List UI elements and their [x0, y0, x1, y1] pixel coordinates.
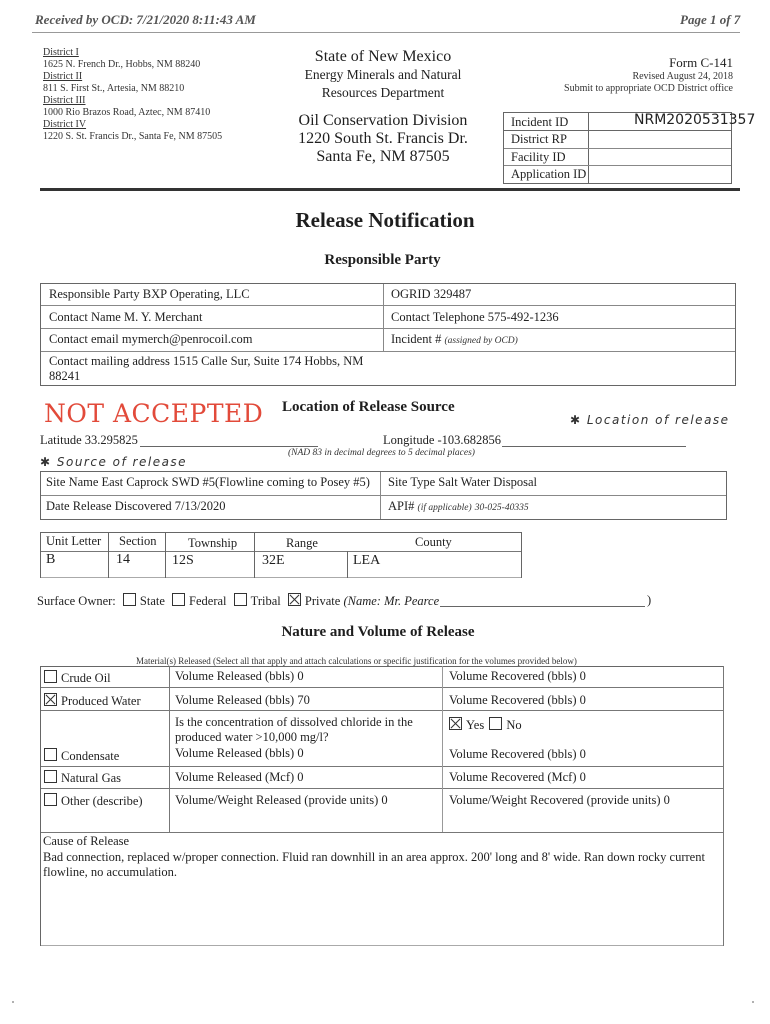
plss-header-range: Range [286, 536, 318, 550]
agency-division: Oil Conservation Division [298, 112, 468, 129]
crude-oil-checkbox[interactable] [44, 670, 57, 683]
plss-unit-letter: B [46, 552, 56, 567]
contact-email: Contact email mymerch@penrocoil.com [49, 332, 253, 346]
condensate-recovered: Volume Recovered (bbls) 0 [449, 747, 586, 761]
plss-header-township: Township [188, 536, 238, 550]
date-release-discovered: Date Release Discovered 7/13/2020 [46, 499, 226, 513]
chloride-question-1: Is the concentration of dissolved chloride in the [175, 715, 413, 729]
responsible-party-name: Responsible Party BXP Operating, LLC [49, 287, 250, 301]
crude-oil-label: Crude Oil [61, 671, 111, 685]
material-row-crude-oil [44, 670, 111, 686]
api-value: 30-025-40335 [474, 503, 529, 513]
district-4-name: District IV [43, 119, 87, 130]
federal-checkbox[interactable] [172, 593, 185, 606]
plss-section: 14 [116, 552, 130, 567]
latitude: Latitude 33.295825 [40, 433, 138, 447]
natural-gas-checkbox[interactable] [44, 770, 57, 783]
owner-name-close: ) [647, 593, 652, 607]
chloride-no-label: No [506, 718, 522, 732]
agency-city: Santa Fe, NM 87505 [316, 148, 450, 165]
application-id-label: Application ID [511, 167, 587, 181]
longitude: Longitude -103.682856 [383, 433, 502, 447]
plss-township: 12S [172, 553, 194, 568]
form-info [520, 55, 733, 95]
owner-name-value: Mr. Pearce [384, 594, 440, 608]
chloride-yes-label: Yes [466, 718, 485, 732]
condensate-label: Condensate [61, 749, 120, 763]
chloride-question-2: produced water >10,000 mg/l? [175, 730, 329, 744]
other-released: Volume/Weight Released (provide units) 0 [175, 793, 388, 807]
district-3-name: District III [43, 95, 86, 106]
private-checkbox[interactable] [288, 593, 301, 606]
district-1-addr: 1625 N. French Dr., Hobbs, NM 88240 [43, 59, 201, 70]
agency-dept-1: Energy Minerals and Natural [304, 67, 462, 82]
produced-water-label: Produced Water [61, 694, 141, 708]
longitude-underline [502, 446, 686, 447]
api-label: API# [388, 499, 415, 513]
cause-of-release-line-1: Bad connection, replaced w/proper connection. Fluid ran downhill in an area approx. 200' long and 8' wide. Ran down rocky current [43, 850, 705, 864]
scan-speck [752, 1001, 754, 1003]
plss-table [40, 532, 522, 578]
produced-water-recovered: Volume Recovered (bbls) 0 [449, 693, 586, 707]
responsible-party-table [40, 283, 736, 386]
responsible-party-heading: Responsible Party [324, 252, 441, 268]
header-rule [32, 32, 740, 33]
datum-note: (NAD 83 in decimal degrees to 5 decimal places) [288, 448, 475, 458]
incident-id-value: NRM2020531357 [634, 112, 756, 128]
site-type: Site Type Salt Water Disposal [388, 475, 538, 489]
surface-owner [37, 593, 439, 609]
plss-county: LEA [353, 553, 381, 568]
title-rule [40, 188, 740, 191]
material-row-produced-water [44, 693, 141, 709]
other-recovered: Volume/Weight Recovered (provide units) 0 [449, 793, 670, 807]
handwritten-source-note: ✱ Source of release [40, 455, 188, 469]
district-3-addr: 1000 Rio Brazos Road, Aztec, NM 87410 [43, 107, 211, 118]
condensate-checkbox[interactable] [44, 748, 57, 761]
other-checkbox[interactable] [44, 793, 57, 806]
ogrid: OGRID 329487 [391, 287, 472, 301]
natural-gas-recovered: Volume Recovered (Mcf) 0 [449, 770, 586, 784]
federal-label: Federal [189, 594, 227, 608]
tribal-checkbox[interactable] [234, 593, 247, 606]
agency-block [283, 48, 483, 166]
agency-state: State of New Mexico [314, 48, 452, 65]
contact-name: Contact Name M. Y. Merchant [49, 310, 203, 324]
site-table [40, 471, 727, 520]
produced-water-released: Volume Released (bbls) 70 [175, 693, 310, 707]
plss-header-county: County [415, 535, 452, 549]
natural-gas-released: Volume Released (Mcf) 0 [175, 770, 304, 784]
handwritten-location-note: ✱ Location of release [570, 413, 730, 427]
crude-oil-released: Volume Released (bbls) 0 [175, 669, 304, 683]
site-name: Site Name East Caprock SWD #5(Flowline coming to Posey #5) [46, 475, 370, 489]
cause-of-release-label: Cause of Release [43, 834, 130, 848]
mailing-address [49, 354, 363, 369]
agency-dept-2: Resources Department [321, 85, 445, 100]
location-heading: Location of Release Source [282, 399, 455, 415]
chloride-yes-checkbox[interactable] [449, 717, 462, 730]
district-rp-label: District RP [511, 132, 567, 146]
state-checkbox[interactable] [123, 593, 136, 606]
latitude-underline [140, 446, 318, 447]
mailing-address-line-1: 1515 Calle Sur, Suite 174 Hobbs, NM [172, 354, 364, 368]
form-revised: Revised August 24, 2018 [632, 71, 733, 82]
chloride-no-checkbox[interactable] [489, 717, 502, 730]
cause-of-release-line-2: flowline, no accumulation. [43, 865, 177, 879]
received-stamp: Received by OCD: 7/21/2020 8:11:43 AM [35, 12, 256, 27]
state-label: State [139, 594, 165, 608]
owner-name-label: (Name: [343, 594, 381, 608]
produced-water-checkbox[interactable] [44, 693, 57, 706]
scan-speck [12, 1001, 14, 1003]
plss-range: 32E [262, 553, 285, 568]
form-id: Form C-141 [669, 55, 733, 70]
form-submit: Submit to appropriate OCD District office [564, 83, 733, 94]
district-2-addr: 811 S. First St., Artesia, NM 88210 [43, 83, 185, 94]
chloride-answer [449, 717, 522, 733]
agency-address: 1220 South St. Francis Dr. [298, 130, 468, 147]
page-title: Release Notification [295, 208, 475, 232]
contact-telephone: Contact Telephone 575-492-1236 [391, 310, 559, 324]
crude-oil-recovered: Volume Recovered (bbls) 0 [449, 669, 586, 683]
district-2-name: District II [43, 71, 83, 82]
district-1-name: District I [43, 47, 79, 58]
natural-gas-label: Natural Gas [61, 771, 122, 785]
id-table [503, 112, 756, 184]
plss-header-section: Section [119, 534, 157, 548]
api-number [388, 499, 529, 514]
other-label: Other (describe) [61, 794, 143, 808]
material-row-natural-gas [44, 770, 121, 786]
mailing-address-line-2: 88241 [49, 369, 81, 383]
incident-number [391, 332, 518, 347]
incident-number-note: (assigned by OCD) [444, 336, 518, 346]
condensate-released: Volume Released (bbls) 0 [175, 746, 304, 760]
mailing-address-label: Contact mailing address [49, 354, 170, 368]
plss-header-unit-letter: Unit Letter [46, 534, 102, 548]
materials-instructions: Material(s) Released (Select all that apply and attach calculations or specific justification for the volumes provided below) [136, 656, 577, 666]
incident-id-label: Incident ID [511, 115, 569, 129]
api-note: (if applicable) [417, 503, 472, 513]
material-row-other [44, 793, 143, 809]
private-label: Private [304, 594, 341, 608]
material-row-condensate [44, 748, 119, 764]
district-list [43, 47, 273, 143]
page-number: Page 1 of 7 [680, 12, 741, 27]
materials-table [40, 666, 724, 946]
surface-owner-label: Surface Owner: [37, 594, 116, 608]
nature-heading: Nature and Volume of Release [281, 624, 475, 640]
owner-name-underline [440, 606, 645, 607]
incident-number-label: Incident # [391, 332, 442, 346]
not-accepted-stamp: NOT ACCEPTED [44, 399, 264, 428]
facility-id-label: Facility ID [511, 150, 566, 164]
district-4-addr: 1220 S. St. Francis Dr., Santa Fe, NM 87505 [43, 131, 223, 142]
tribal-label: Tribal [250, 594, 281, 608]
